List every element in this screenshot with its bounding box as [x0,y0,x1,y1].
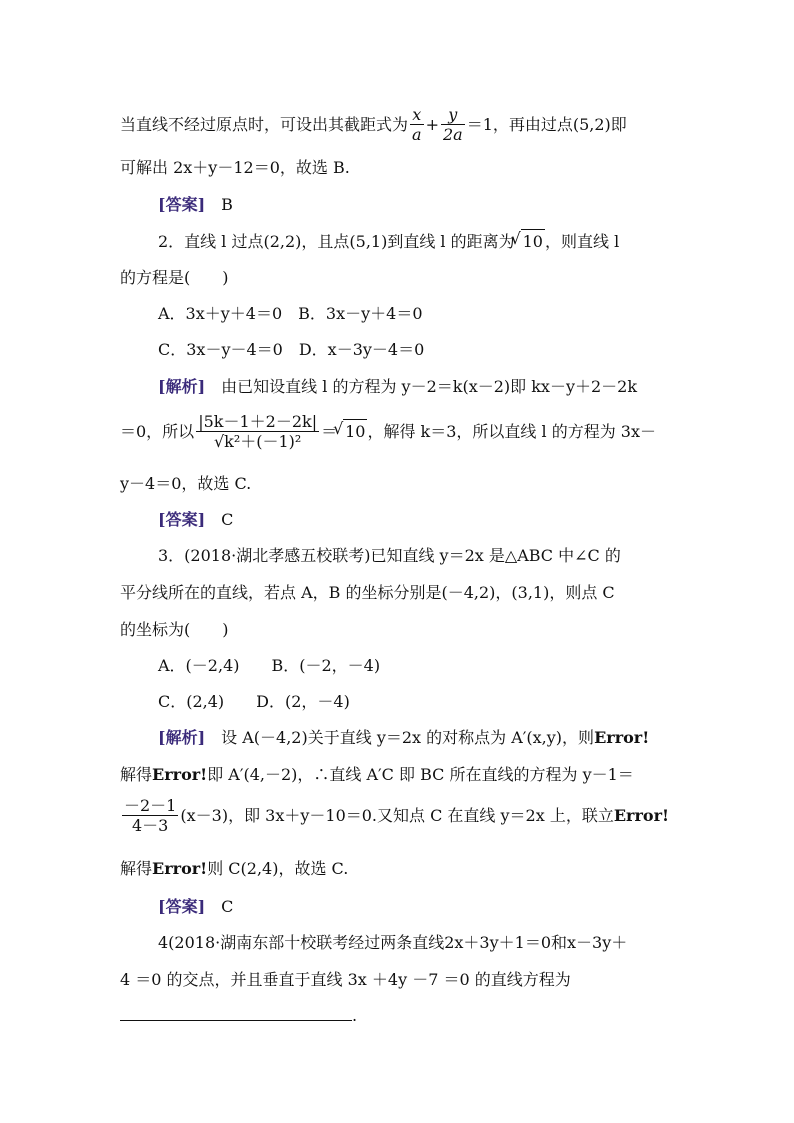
answer-tag: [答案] [158,195,206,214]
q3-solution-4: 解得Error!则 C(2,4)，故选 C. [120,859,349,878]
q2-solution-3: y－4＝0，故选 C. [120,474,252,493]
error-text: Error! [152,859,208,878]
answer-tag: [答案] [158,897,206,916]
sqrt-10: √ 10 [521,229,545,254]
sqrt-10: √ 10 [343,419,367,444]
q3-line-2: 平分线所在的直线，若点 A，B 的坐标分别是(－4,2)，(3,1)，则点 C [120,583,615,602]
q2-line-2: 的方程是( ) [120,268,229,287]
distance-fraction: $\frac{|5k-1+2-2k|}{\text{√k²＋(－1)²}}$ [198,412,318,451]
error-text: Error! [613,806,670,825]
error-text: Error! [594,728,650,747]
slope-fraction: $\frac{-2-1}{4-3}$ [124,796,177,835]
solution-tag: [解析] [158,728,206,747]
q2-options-ab: A．3x＋y＋4＝0 B．3x－y＋4＝0 [158,304,423,323]
q3-line-3: 的坐标为( ) [120,620,229,639]
fraction-x-over-a: $\frac{x}{a}$ [412,105,422,144]
q2-solution-2: ＝0，所以 $\frac{|5k-1+2-2k|}{\text{√k²＋(－1)²}}$ ＝√ 10 ，解得 k＝3，所以直线 l 的方程为 3x－ [120,413,676,452]
q2-line-1: 2．直线 l 过点(2,2)，且点(5,1)到直线 l 的距离为√ 10 ，则直线 l [158,229,676,254]
answer-1 [158,193,676,217]
intro-line-1: 当直线不经过原点时，可设出其截距式为 $\frac{x}{a}$ + $\frac{y}{2a}$ ＝1，再由过点(5,2)即 [120,105,627,144]
q3-solution-2: 解得Error!即 A′(4,－2)，∴直线 A′C 即 BC 所在直线的方程为 y－1＝ [120,765,634,784]
q4-line-2: 4 ＝0 的交点，并且垂直于直线 3x ＋4y －7 ＝0 的直线方程为 [120,970,571,989]
q4-line-1: 4(2018·湖南东部十校联考经过两条直线2x＋3y＋1＝0和x－3y＋ [158,933,628,952]
q2-options-cd: C．3x－y－4＝0 D．x－3y－4＝0 [158,340,425,359]
q3-solution-1: [解析] 设 A(－4,2)关于直线 y＝2x 的对称点为 A′(x,y)，则Error! [158,728,650,747]
solution-tag: [解析] [158,377,206,396]
answer-tag: [答案] [158,510,206,529]
q3-solution-3: $\frac{-2-1}{4-3}$ (x－3)，即 3x＋y－10＝0.又知点 C 在直线 y＝2x 上，联立Error! [124,796,670,835]
answer-value: B [221,195,233,214]
q4-blank-line: . [120,1004,676,1028]
intro-line-2: 可解出 2x＋y－12＝0，故选 B. [120,158,350,177]
q3-options-ab: A．(－2,4) B．(－2，－4) [158,656,381,675]
answer-value: C [221,897,234,916]
answer-value: C [221,510,234,529]
q2-solution-1: [解析] 由已知设直线 l 的方程为 y－2＝k(x－2)即 kx－y＋2－2k [158,377,638,396]
answer-2 [158,508,676,532]
answer-3 [158,895,676,919]
fraction-y-over-2a: $\frac{y}{2a}$ [442,105,463,144]
q3-line-1: 3．(2018·湖北孝感五校联考)已知直线 y＝2x 是△ABC 中∠C 的 [158,546,621,565]
intro-text: 当直线不经过原点时，可设出其截距式为 [120,115,409,134]
error-text: Error! [152,765,208,784]
q3-options-cd: C．(2,4) D．(2，－4) [158,692,350,711]
answer-blank [120,1006,352,1021]
